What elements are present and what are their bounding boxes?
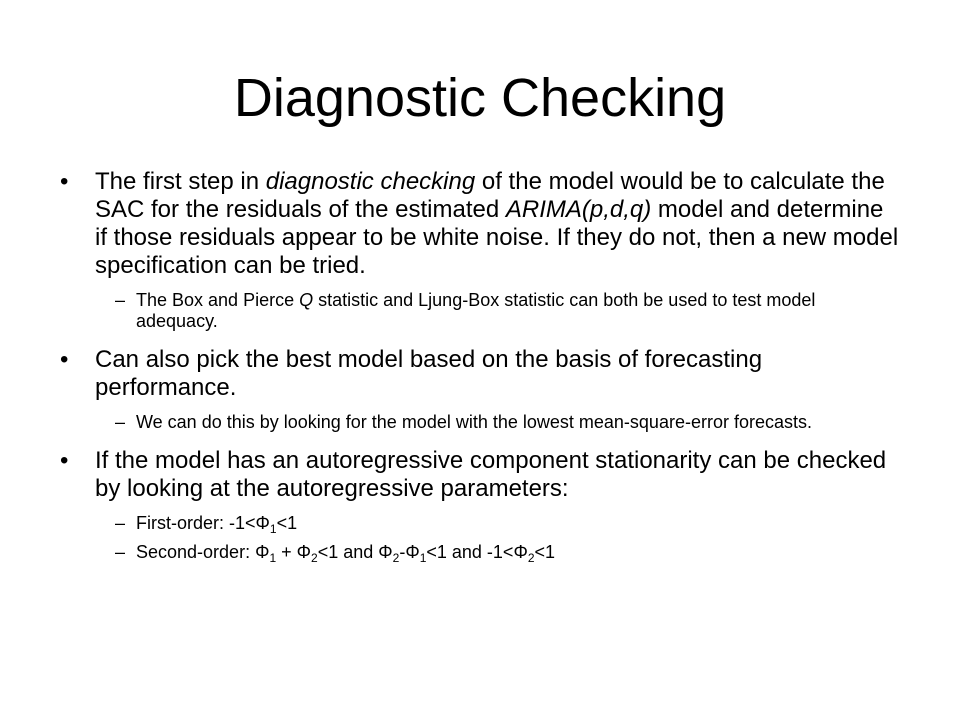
sub-bullet-mse bbox=[60, 412, 900, 433]
bullet-text: Can also pick the best model based on the basis of forecasting performance. bbox=[95, 346, 763, 401]
sub-bullet-text: The Box and Pierce Q statistic and Ljung-Box statistic can both be used to test model adequacy. bbox=[136, 290, 816, 331]
sub-bullet-text: Second-order: $\Phi_1 + \Phi_2<1$ and $\Phi_2-\Phi_1<1$ and $-1<\Phi_2<1$ bbox=[136, 542, 556, 565]
sub-bullet-text: First-order: $-1<\Phi_1<1$ bbox=[136, 513, 298, 536]
emphasis-q: Q bbox=[299, 290, 314, 310]
dash-marker: – bbox=[115, 290, 126, 310]
sub-bullet-first-order bbox=[60, 513, 900, 534]
bullet-text: The first step in diagnostic checking of the model would be to calculate the SAC for the residuals of the estimated ARIMA(p,d,q) model and determine if those residuals appear to be white noise. If they do not, then a new model specification can be tried. bbox=[95, 168, 899, 279]
dash-marker: – bbox=[115, 412, 126, 432]
bullet-text: If the model has an autoregressive component stationarity can be checked by looking at the autoregressive parameters: bbox=[95, 447, 887, 502]
emphasis-arima: ARIMA(p,d,q) bbox=[505, 196, 652, 223]
emphasis-diagnostic-checking: diagnostic checking bbox=[265, 168, 476, 195]
dash-marker: – bbox=[115, 513, 126, 533]
bullet-marker: • bbox=[60, 346, 69, 373]
sub-bullet-box-pierce bbox=[60, 290, 900, 332]
bullet-forecasting-performance bbox=[60, 346, 900, 402]
slide-title: Diagnostic Checking bbox=[233, 68, 727, 128]
dash-marker: – bbox=[115, 542, 126, 562]
sub-bullet-text: We can do this by looking for the model with the lowest mean-square-error forecasts. bbox=[136, 412, 812, 432]
bullet-marker: • bbox=[60, 168, 69, 195]
sub-bullet-second-order bbox=[60, 542, 900, 563]
bullet-diagnostic-first-step bbox=[60, 168, 900, 280]
bullet-marker: • bbox=[60, 447, 69, 474]
bullet-autoregressive bbox=[60, 447, 900, 503]
slide-content bbox=[60, 168, 900, 571]
